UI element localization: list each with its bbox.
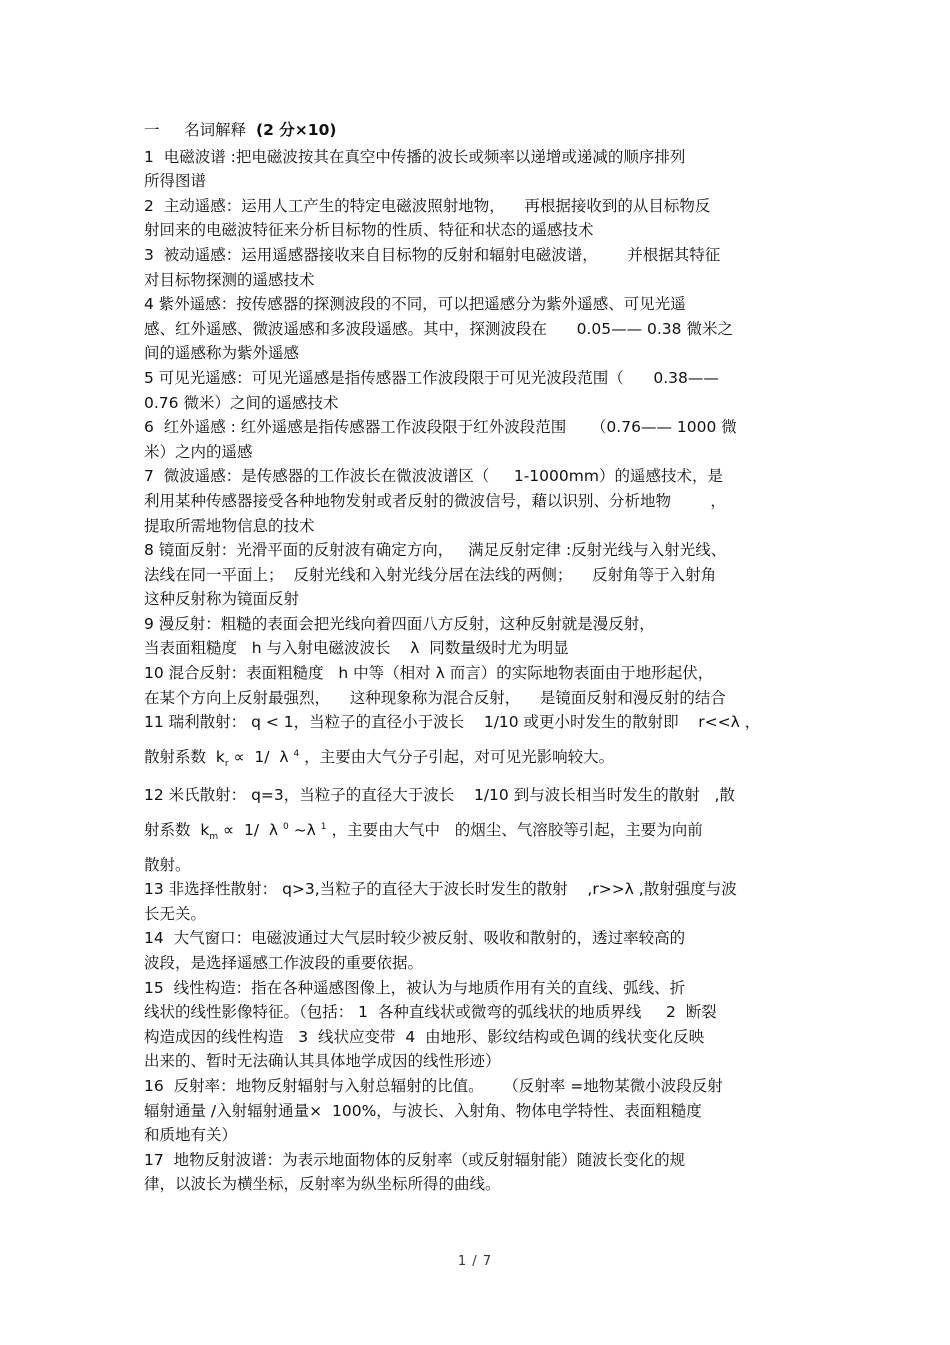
formula-superscript: 0 (283, 821, 289, 832)
definition-line: 4 紫外遥感：按传感器的探测波段的不同，可以把遥感分为紫外遥感、可见光遥 (144, 295, 686, 314)
definition-line: 长无关。 (144, 904, 207, 923)
formula-text: ~λ (288, 821, 321, 840)
definition-line: 法线在同一平面上； 反射光线和入射光线分居在法线的两侧； 反射角等于入射角 (144, 565, 717, 584)
definition-item-14 (144, 926, 816, 975)
definition-item-7 (144, 464, 816, 538)
formula-text: 散射系数 k (144, 747, 225, 766)
definition-line: 利用某种传感器接受各种地物发射或者反射的微波信号，藉以识别、分析地物 ， (144, 491, 726, 510)
section-title: 名词解释 (184, 121, 247, 139)
definition-item-1 (144, 145, 816, 194)
definition-line: 出来的、暂时无法确认其具体地学成因的线性形迹） (144, 1052, 501, 1071)
formula-text: ∝ 1/ λ (218, 821, 284, 840)
page-number: 1 / 7 (457, 1254, 493, 1269)
section-score: (2 分×10) (256, 121, 337, 139)
definition-item-11 (144, 710, 816, 769)
definition-item-6 (144, 415, 816, 464)
definition-item-8 (144, 538, 816, 612)
section-number: 一 (144, 121, 160, 139)
definition-line: 6 红外遥感 : 红外遥感是指传感器工作波段限于红外波段范围 （0.76—— 1000 微 (144, 418, 737, 437)
definition-line: 和质地有关） (144, 1126, 238, 1145)
definition-item-5 (144, 366, 816, 415)
formula-superscript: 1 (320, 821, 327, 832)
definition-line: 米）之内的遥感 (144, 442, 253, 461)
definition-list (144, 877, 816, 1197)
definition-list (144, 145, 816, 711)
rayleigh-formula-line (144, 745, 816, 770)
formula-text: ，主要由大气分子引起，对可见光影响较大。 (299, 747, 615, 766)
document-content (144, 118, 816, 1197)
definition-line: 15 线性构造：指在各种遥感图像上，被认为与地质作用有关的直线、弧线、折 (144, 978, 686, 997)
definition-line: 17 地物反射波谱：为表示地面物体的反射率（或反射辐射能）随波长变化的规 (144, 1150, 686, 1169)
formula-superscript: 4 (293, 748, 300, 759)
formula-text: ∝ 1/ λ (228, 747, 294, 766)
definition-line: 提取所需地物信息的技术 (144, 516, 315, 535)
definition-item-16 (144, 1074, 816, 1148)
definition-item-4 (144, 292, 816, 366)
definition-line: 14 大气窗口：电磁波通过大气层时较少被反射、吸收和散射的，透过率较高的 (144, 929, 686, 948)
definition-line: 线状的线性影像特征。（包括： 1 各种直线状或微弯的弧线状的地质界线 2 断裂 (144, 1003, 717, 1022)
definition-line: 当表面粗糙度 h 与入射电磁波波长 λ 同数量级时尤为明显 (144, 639, 569, 658)
definition-line: 7 微波遥感：是传感器的工作波长在微波波谱区（ 1-1000mm）的遥感技术，是 (144, 467, 723, 486)
definition-line: 在某个方向上反射最强烈， 这种现象称为混合反射， 是镜面反射和漫反射的结合 (144, 688, 726, 707)
definition-line: 这种反射称为镜面反射 (144, 590, 300, 609)
definition-line: 1 电磁波谱 :把电磁波按其在真空中传播的波长或频率以递增或递减的顺序排列 (144, 147, 686, 166)
definition-item-15 (144, 976, 816, 1074)
spacer (144, 769, 816, 783)
definition-line: 对目标物探测的遥感技术 (144, 270, 315, 289)
definition-line: 辐射通量 /入射辐射通量× 100%，与波长、入射角、物体电学特性、表面粗糙度 (144, 1101, 702, 1120)
definition-item-3 (144, 243, 816, 292)
mie-formula-line (144, 818, 816, 843)
definition-line: 律，以波长为横坐标，反射率为纵坐标所得的曲线。 (144, 1175, 501, 1194)
definition-line: 16 反射率：地物反射辐射与入射总辐射的比值。 （反射率 =地物某微小波段反射 (144, 1076, 723, 1095)
definition-line: 9 漫反射：粗糙的表面会把光线向着四面八方反射，这种反射就是漫反射， (144, 614, 655, 633)
definition-line: 8 镜面反射：光滑平面的反射波有确定方向， 满足反射定律 :反射光线与入射光线、 (144, 541, 727, 560)
definition-line: 感、红外遥感、微波遥感和多波段遥感。其中，探测波段在 0.05—— 0.38 微米之 (144, 319, 733, 338)
definition-item-10 (144, 661, 816, 710)
definition-item-12 (144, 783, 816, 877)
definition-line: 12 米氏散射： q=3，当粒子的直径大于波长 1/10 到与波长相当时发生的散射 ,散 (144, 786, 735, 805)
formula-subscript: r (224, 758, 229, 769)
definition-line: 波段，是选择遥感工作波段的重要依据。 (144, 954, 424, 972)
definition-line: 构造成因的线性构造 3 线状应变带 4 由地形、影纹结构或色调的线状变化反映 (144, 1027, 705, 1046)
definition-item-13 (144, 877, 816, 926)
definition-item-17 (144, 1148, 816, 1197)
definition-line: 11 瑞利散射： q < 1，当粒子的直径小于波长 1/10 或更小时发生的散射即 r<<λ ， (144, 713, 761, 732)
definition-line: 0.76 微米）之间的遥感技术 (144, 393, 339, 412)
formula-text: 射系数 k (144, 821, 210, 840)
section-heading (144, 118, 816, 143)
definition-line: 所得图谱 (144, 172, 207, 191)
definition-line: 射回来的电磁波特征来分析目标物的性质、特征和状态的遥感技术 (144, 221, 594, 240)
definition-line: 13 非选择性散射： q>3,当粒子的直径大于波长时发生的散射 ,r>>λ ,散射强度与波 (144, 880, 737, 899)
definition-item-2 (144, 194, 816, 243)
definition-line: 10 混合反射：表面粗糙度 h 中等（相对 λ 而言）的实际地物表面由于地形起伏， (144, 664, 714, 683)
formula-text: ，主要由大气中 的烟尘、气溶胶等引起，主要为向前 (326, 821, 703, 840)
definition-line: 3 被动遥感：运用遥感器接收来自目标物的反射和辐射电磁波谱， 并根据其特征 (144, 245, 721, 264)
definition-item-9 (144, 612, 816, 661)
formula-subscript: m (209, 832, 219, 843)
definition-line: 散射。 (144, 855, 191, 874)
definition-line: 间的遥感称为紫外遥感 (144, 344, 300, 363)
definition-line: 2 主动遥感：运用人工产生的特定电磁波照射地物， 再根据接收到的从目标物反 (144, 196, 711, 215)
definition-line: 5 可见光遥感：可见光遥感是指传感器工作波段限于可见光波段范围（ 0.38—— (144, 368, 719, 387)
